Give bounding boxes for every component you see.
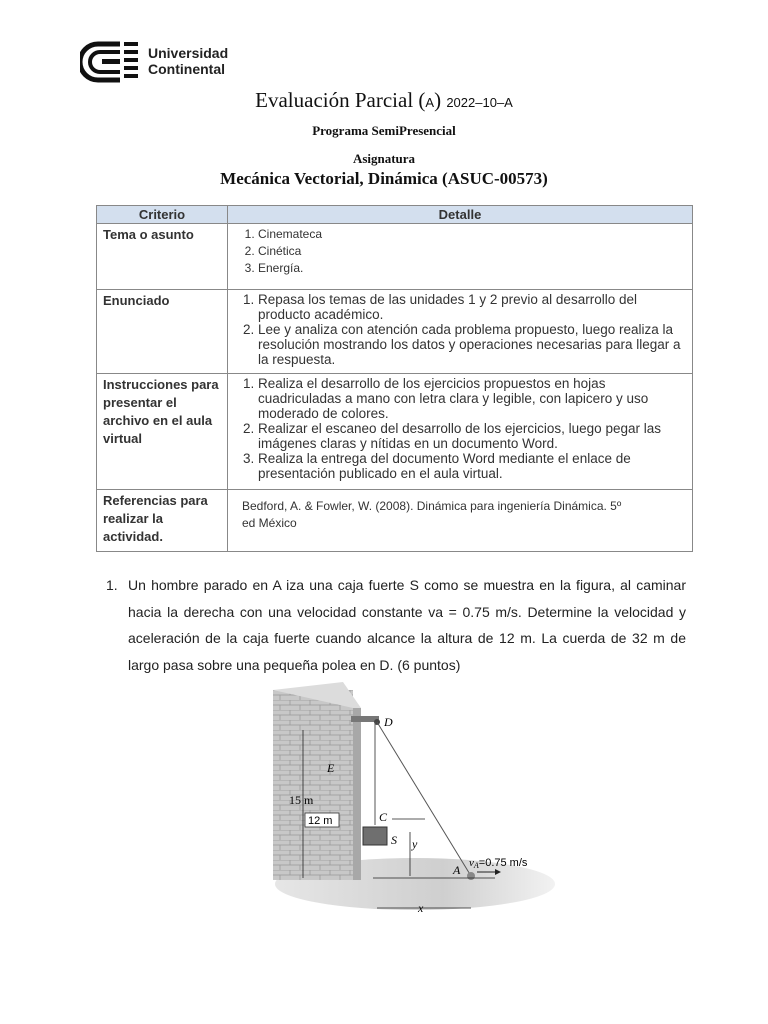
safe-box	[363, 827, 387, 845]
criterion-cell: Instrucciones para presentar el archivo en el aula virtual	[97, 374, 228, 490]
label-s: S	[391, 833, 397, 847]
program-label: Programa SemiPresencial	[312, 123, 456, 138]
problem-text: Un hombre parado en A iza una caja fuerte S como se muestra en la figura, al caminar hacia la derecha con una velocidad constante va = 0.75 m/s. Determine la velocidad y aceleración de la caja fuerte cuando alcance la altura de 12 m. La cuerda de 32 m de largo pasa sobre una pequeña polea en D. (6 puntos)	[128, 577, 686, 673]
problem-1	[106, 572, 686, 678]
detail-cell	[228, 490, 693, 552]
reference-line: Bedford, A. & Fowler, W. (2008). Dinámica para ingeniería Dinámica. 5º	[242, 499, 622, 513]
criteria-table	[96, 205, 693, 552]
brick-wall	[273, 690, 353, 880]
exam-title: Evaluación Parcial (A) 2022–10–A	[255, 88, 513, 112]
label-y: y	[412, 837, 418, 851]
exam-period: 2022–10–A	[446, 95, 513, 110]
subject-label: Asignatura	[352, 151, 416, 166]
table-row	[97, 374, 693, 490]
problem-figure	[265, 680, 565, 920]
label-a: A	[453, 863, 461, 877]
header-criterion: Criterio	[97, 206, 228, 224]
subject-title: Mecánica Vectorial, Dinámica (ASUC-00573)	[220, 169, 548, 188]
person-a	[467, 872, 475, 880]
wall-side	[353, 708, 361, 880]
label-x: x	[418, 901, 424, 915]
criterion-cell: Referencias para realizar la actividad.	[97, 490, 228, 552]
label-velocity: vA=0.75 m/s	[469, 857, 528, 870]
list-item: 1. Cinemateca	[258, 226, 686, 243]
criterion-cell: Enunciado	[97, 290, 228, 374]
label-15m: 15 m	[289, 793, 314, 807]
list-item: 2. Realizar el escaneo del desarrollo de los ejercicios, luego pegar las imágenes claras y nítidas en un documento Word.	[258, 421, 686, 451]
problem-number: 1.	[106, 577, 118, 593]
rope-diagonal	[377, 722, 471, 876]
label-c: C	[379, 810, 388, 824]
header-detail: Detalle	[228, 206, 693, 224]
list-item: 2. Cinética	[258, 243, 686, 260]
detail-cell	[228, 224, 693, 290]
label-e: E	[327, 761, 335, 775]
table-row	[97, 290, 693, 374]
list-item: 1. Realiza el desarrollo de los ejercicios propuestos en hojas cuadriculadas a mano con letra clara y legible, con lapicero y uso moderado de colores.	[258, 376, 686, 421]
detail-cell	[228, 374, 693, 490]
detail-cell	[228, 290, 693, 374]
list-item: 3. Realiza la entrega del documento Word mediante el enlace de presentación publicado en el aula virtual.	[258, 451, 686, 481]
list-item: 3. Energía.	[258, 260, 686, 277]
university-name: Universidad Continental	[148, 45, 229, 77]
label-d: D	[384, 715, 393, 729]
criterion-cell: Tema o asunto	[97, 224, 228, 290]
label-12m: 12 m	[308, 815, 333, 827]
reference-line: ed México	[242, 516, 297, 530]
table-row	[97, 224, 693, 290]
list-item: 1. Repasa los temas de las unidades 1 y 2 previo al desarrollo del producto académico.	[258, 292, 686, 322]
table-row	[97, 490, 693, 552]
list-item: 2. Lee y analiza con atención cada problema propuesto, luego realiza la resolución mostrando los datos y operaciones necesarias para llegar a la respuesta.	[258, 322, 686, 367]
